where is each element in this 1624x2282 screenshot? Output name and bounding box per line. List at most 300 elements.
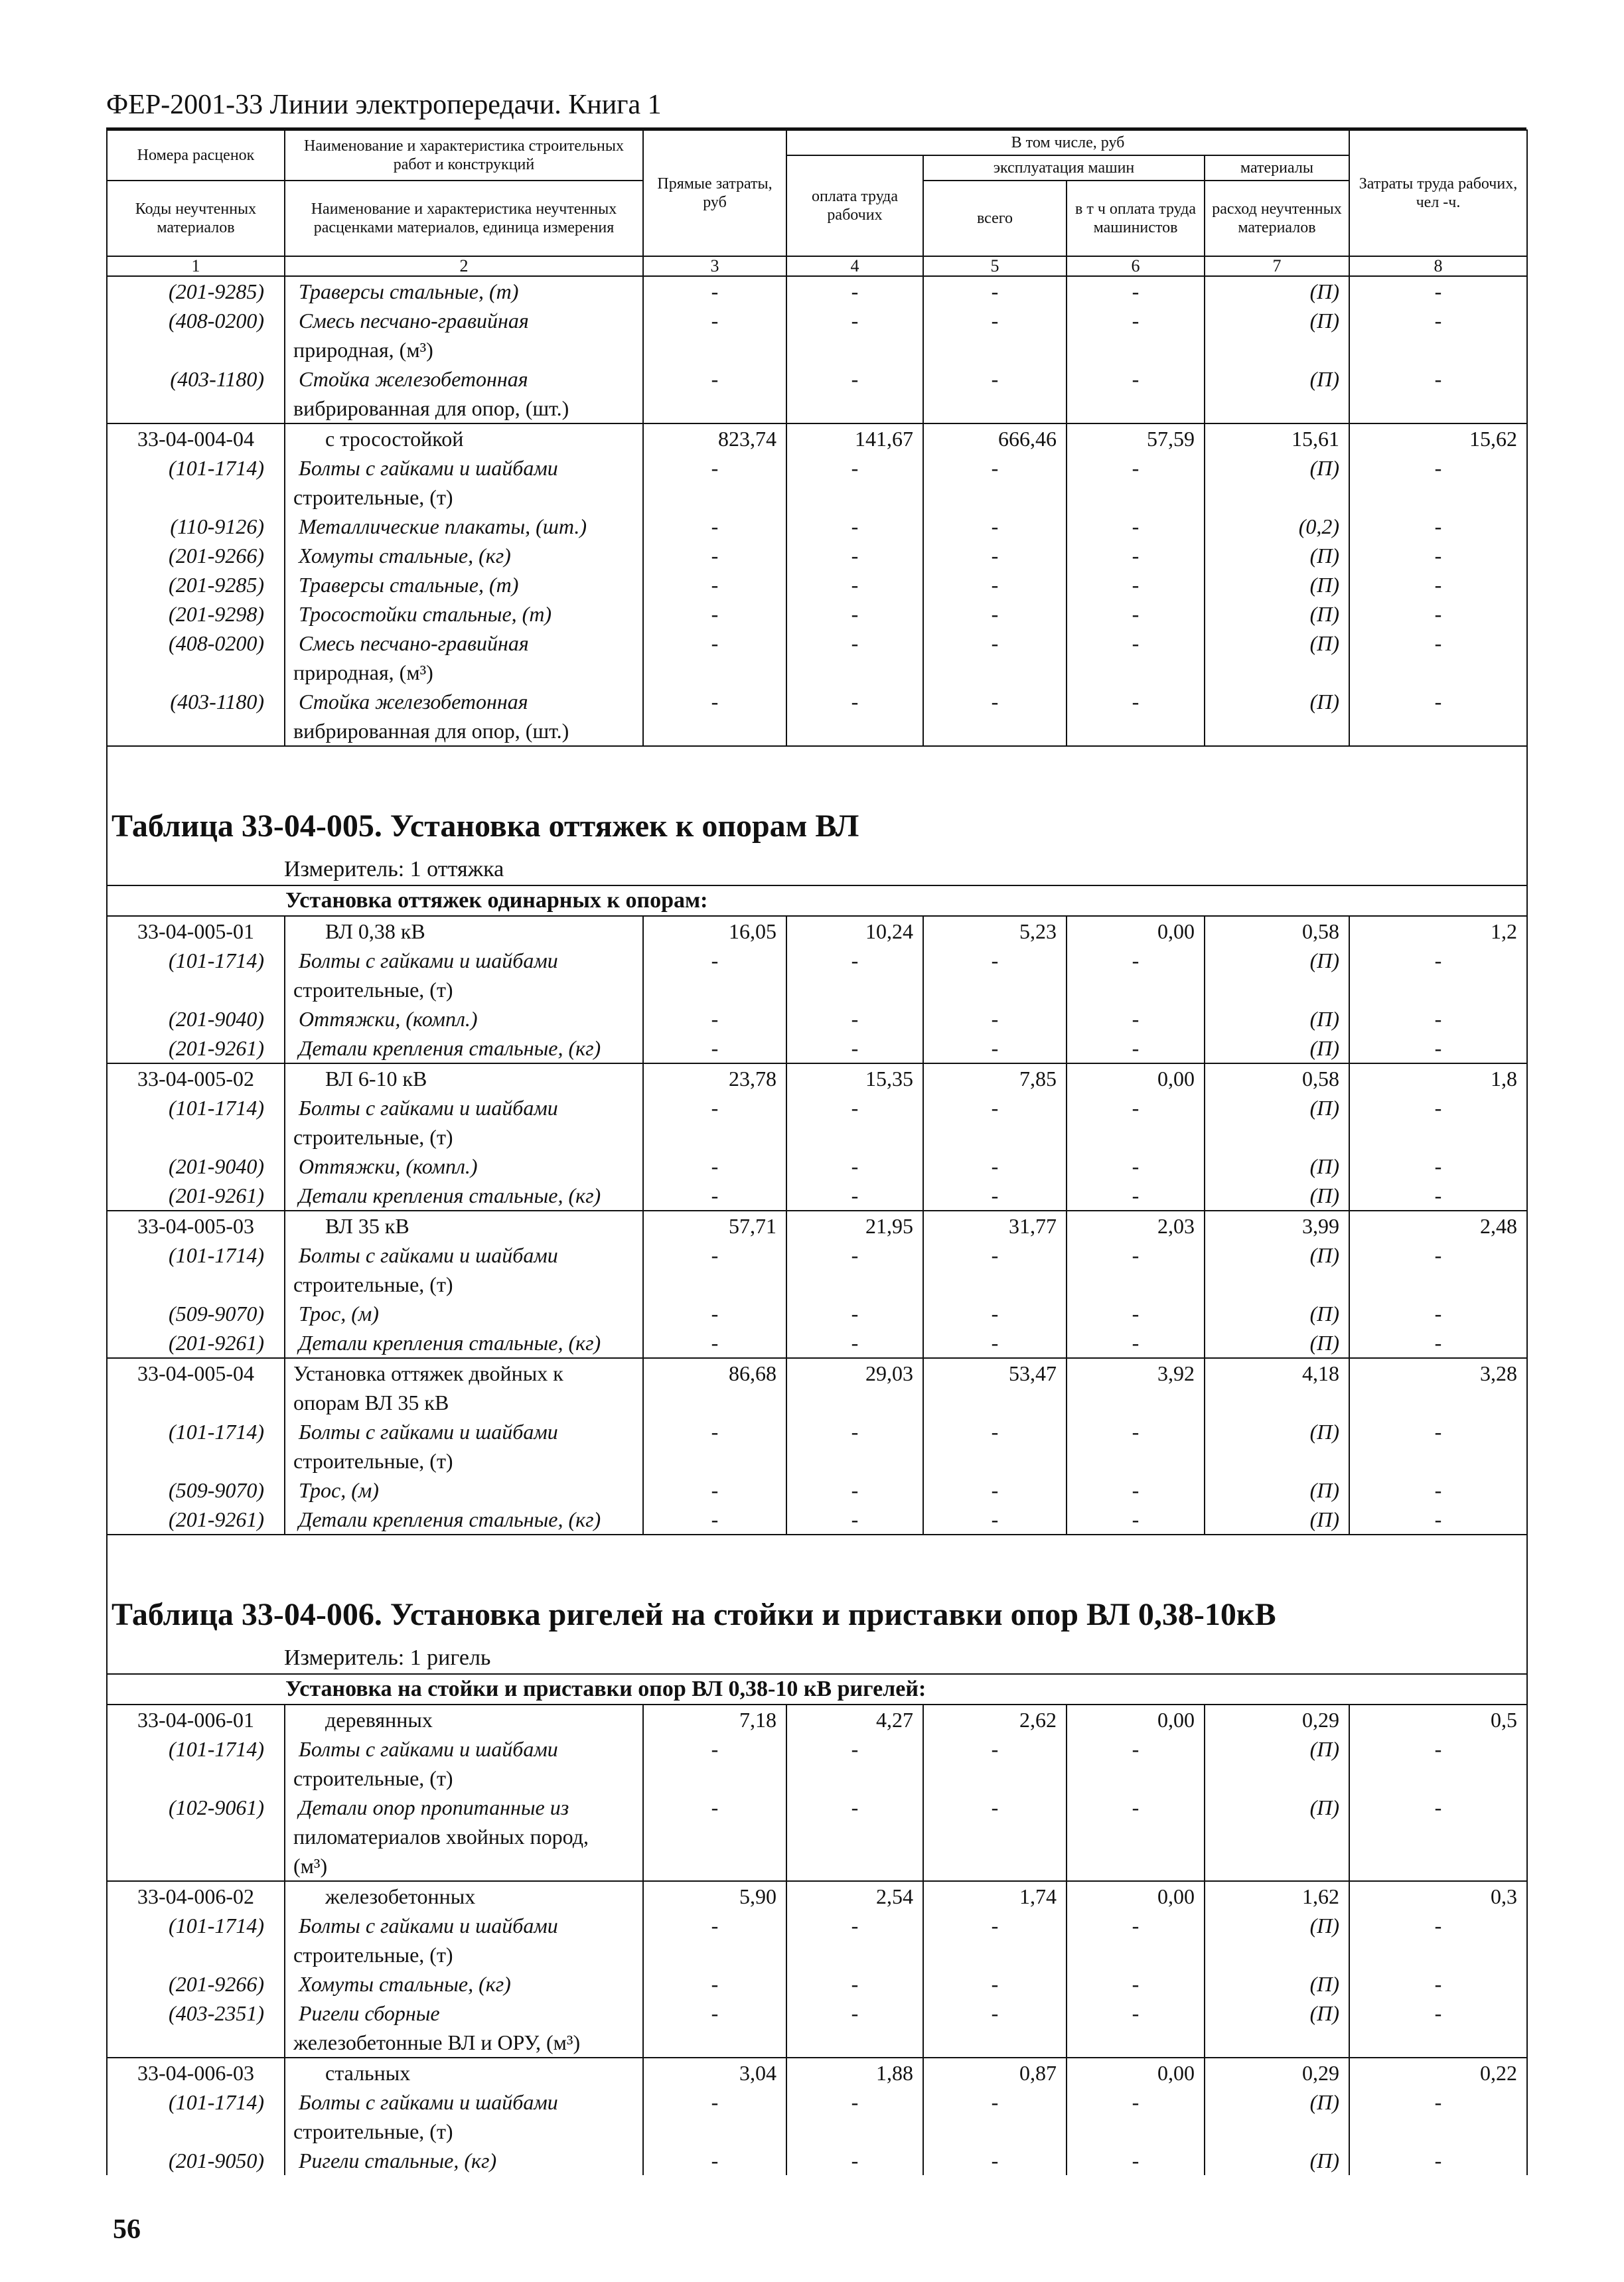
table-meter: Измеритель: 1 оттяжка — [107, 852, 1527, 885]
worker-pay-value: - — [786, 1999, 923, 2028]
direct-costs-value: - — [643, 1505, 786, 1535]
worker-pay-value: - — [786, 687, 923, 716]
rate-row — [107, 1211, 1527, 1241]
worker-pay-value — [786, 1851, 923, 1881]
rate-code: 33-04-005-01 — [107, 916, 285, 946]
materials-value: 0,58 — [1205, 1063, 1349, 1093]
rate-code: (101-1714) — [107, 1417, 285, 1446]
labor-costs-value: 2,48 — [1349, 1211, 1527, 1241]
machinist-pay-value: - — [1067, 1793, 1205, 1822]
material-row — [107, 629, 1527, 658]
labor-costs-value: 0,22 — [1349, 2058, 1527, 2088]
direct-costs-value — [643, 1446, 786, 1476]
machinist-pay-value: - — [1067, 1033, 1205, 1063]
materials-value — [1205, 1764, 1349, 1793]
worker-pay-value: 2,54 — [786, 1881, 923, 1911]
group-heading: Установка на стойки и приставки опор ВЛ 0,38-10 кВ ригелей: — [107, 1674, 1527, 1705]
materials-value: (П) — [1205, 1999, 1349, 2028]
worker-pay-value — [786, 335, 923, 364]
section-gap — [107, 746, 1527, 785]
item-name: Болты с гайками и шайбами — [285, 1417, 643, 1446]
rate-code: (101-1714) — [107, 2088, 285, 2117]
continuation-row — [107, 658, 1527, 687]
machines-total-value: 5,23 — [923, 916, 1067, 946]
machinist-pay-value — [1067, 1851, 1205, 1881]
machines-total-value: - — [923, 1999, 1067, 2028]
machinist-pay-value — [1067, 335, 1205, 364]
machinist-pay-value — [1067, 1940, 1205, 1969]
item-name: строительные, (т) — [285, 975, 643, 1004]
machines-total-value — [923, 335, 1067, 364]
material-row — [107, 1299, 1527, 1328]
labor-costs-value: - — [1349, 2146, 1527, 2175]
materials-value: (П) — [1205, 306, 1349, 335]
materials-value: 0,29 — [1205, 2058, 1349, 2088]
running-head: ФЕР-2001-33 Линии электропередачи. Книга 1 — [106, 86, 1526, 129]
item-name: (м³) — [285, 1851, 643, 1881]
machinist-pay-value: 0,00 — [1067, 1881, 1205, 1911]
machines-total-value: - — [923, 1181, 1067, 1211]
labor-costs-value — [1349, 716, 1527, 746]
rate-row — [107, 1881, 1527, 1911]
rate-code: (101-1714) — [107, 1911, 285, 1940]
machinist-pay-value: - — [1067, 570, 1205, 599]
labor-costs-value: - — [1349, 1734, 1527, 1764]
labor-costs-value — [1349, 1388, 1527, 1417]
direct-costs-value: - — [643, 1093, 786, 1122]
labor-costs-value: 3,28 — [1349, 1358, 1527, 1388]
rate-code: 33-04-005-02 — [107, 1063, 285, 1093]
material-row — [107, 1004, 1527, 1033]
worker-pay-value: 15,35 — [786, 1063, 923, 1093]
machines-total-value — [923, 1851, 1067, 1881]
item-name: Детали опор пропитанные из — [285, 1793, 643, 1822]
rate-code: (101-1714) — [107, 1241, 285, 1270]
machinist-pay-value: - — [1067, 1004, 1205, 1033]
item-name: Детали крепления стальные, (кг) — [285, 1505, 643, 1535]
column-number: 3 — [643, 256, 786, 276]
material-row — [107, 2146, 1527, 2175]
worker-pay-value: - — [786, 1033, 923, 1063]
materials-value: (П) — [1205, 1181, 1349, 1211]
machinist-pay-value: - — [1067, 1181, 1205, 1211]
labor-costs-value: - — [1349, 570, 1527, 599]
worker-pay-value: 29,03 — [786, 1358, 923, 1388]
machines-total-value: - — [923, 629, 1067, 658]
materials-value: 3,99 — [1205, 1211, 1349, 1241]
machines-total-value: - — [923, 364, 1067, 394]
labor-costs-value: - — [1349, 1999, 1527, 2028]
direct-costs-value: 23,78 — [643, 1063, 786, 1093]
labor-costs-value — [1349, 1446, 1527, 1476]
materials-value — [1205, 1940, 1349, 1969]
machines-total-value — [923, 1388, 1067, 1417]
machinist-pay-value: - — [1067, 541, 1205, 570]
rate-code: 33-04-006-03 — [107, 2058, 285, 2088]
worker-pay-value: 141,67 — [786, 423, 923, 453]
rate-code: (201-9261) — [107, 1181, 285, 1211]
rate-code: 33-04-005-04 — [107, 1358, 285, 1388]
materials-value — [1205, 716, 1349, 746]
item-name: Болты с гайками и шайбами — [285, 1093, 643, 1122]
worker-pay-value: 1,88 — [786, 2058, 923, 2088]
table-body-006 — [107, 1705, 1527, 2175]
labor-costs-value — [1349, 1122, 1527, 1152]
machines-total-value: - — [923, 306, 1067, 335]
labor-costs-value: 0,5 — [1349, 1705, 1527, 1734]
worker-pay-value: - — [786, 946, 923, 975]
machinist-pay-value: - — [1067, 512, 1205, 541]
item-name: пиломатериалов хвойных пород, — [285, 1822, 643, 1851]
rate-code — [107, 1851, 285, 1881]
item-name: природная, (м³) — [285, 335, 643, 364]
labor-costs-value: 0,3 — [1349, 1881, 1527, 1911]
machines-total-value: - — [923, 1241, 1067, 1270]
machines-total-value — [923, 1764, 1067, 1793]
material-row — [107, 1505, 1527, 1535]
table-meter: Измеритель: 1 ригель — [107, 1640, 1527, 1674]
labor-costs-value — [1349, 2117, 1527, 2146]
machinist-pay-value: - — [1067, 453, 1205, 483]
labor-costs-value: - — [1349, 1911, 1527, 1940]
machines-total-value: - — [923, 1093, 1067, 1122]
item-name: ВЛ 35 кВ — [285, 1211, 643, 1241]
materials-value: 0,29 — [1205, 1705, 1349, 1734]
direct-costs-value: 16,05 — [643, 916, 786, 946]
labor-costs-value: - — [1349, 946, 1527, 975]
direct-costs-value: - — [643, 1793, 786, 1822]
table-body-004 — [107, 276, 1527, 746]
item-name: вибрированная для опор, (шт.) — [285, 394, 643, 423]
item-name: Стойка железобетонная — [285, 687, 643, 716]
labor-costs-value — [1349, 1764, 1527, 1793]
machinist-pay-value: - — [1067, 364, 1205, 394]
machinist-pay-value: 3,92 — [1067, 1358, 1205, 1388]
machinist-pay-value — [1067, 658, 1205, 687]
machines-total-value: - — [923, 1152, 1067, 1181]
material-row — [107, 1734, 1527, 1764]
column-number: 5 — [923, 256, 1067, 276]
rate-row — [107, 1705, 1527, 1734]
machines-total-value: - — [923, 1476, 1067, 1505]
worker-pay-value: - — [786, 1004, 923, 1033]
direct-costs-value: - — [643, 1969, 786, 1999]
material-row — [107, 1093, 1527, 1122]
materials-value — [1205, 975, 1349, 1004]
materials-value: (П) — [1205, 1299, 1349, 1328]
direct-costs-value — [643, 483, 786, 512]
direct-costs-value: - — [643, 1181, 786, 1211]
direct-costs-value: - — [643, 1033, 786, 1063]
machinist-pay-value: - — [1067, 1505, 1205, 1535]
rates-table — [106, 129, 1528, 2175]
materials-value: (П) — [1205, 1093, 1349, 1122]
machinist-pay-value — [1067, 1764, 1205, 1793]
item-name: строительные, (т) — [285, 1122, 643, 1152]
material-row — [107, 599, 1527, 629]
machines-total-value — [923, 1940, 1067, 1969]
rate-code: (408-0200) — [107, 306, 285, 335]
header-machinist-pay: в т ч оплата труда машинистов — [1067, 181, 1205, 256]
materials-value: (П) — [1205, 1476, 1349, 1505]
continuation-row — [107, 716, 1527, 746]
worker-pay-value: - — [786, 512, 923, 541]
table-header — [107, 130, 1527, 276]
labor-costs-value: - — [1349, 1152, 1527, 1181]
materials-value — [1205, 1446, 1349, 1476]
machinist-pay-value: - — [1067, 1969, 1205, 1999]
labor-costs-value: - — [1349, 629, 1527, 658]
labor-costs-value: - — [1349, 687, 1527, 716]
machinist-pay-value: - — [1067, 1417, 1205, 1446]
group-heading: Установка оттяжек одинарных к опорам: — [107, 885, 1527, 916]
worker-pay-value: - — [786, 1093, 923, 1122]
machines-total-value: - — [923, 570, 1067, 599]
machines-total-value: - — [923, 2088, 1067, 2117]
machines-total-value: - — [923, 1004, 1067, 1033]
direct-costs-value: - — [643, 629, 786, 658]
worker-pay-value — [786, 716, 923, 746]
machines-total-value: 1,74 — [923, 1881, 1067, 1911]
item-name: ВЛ 6-10 кВ — [285, 1063, 643, 1093]
continuation-row — [107, 1270, 1527, 1299]
direct-costs-value: 86,68 — [643, 1358, 786, 1388]
continuation-row — [107, 1851, 1527, 1881]
continuation-row — [107, 1388, 1527, 1417]
direct-costs-value: - — [643, 1734, 786, 1764]
rate-code — [107, 1822, 285, 1851]
material-row — [107, 364, 1527, 394]
materials-value — [1205, 2117, 1349, 2146]
direct-costs-value — [643, 394, 786, 423]
column-number: 6 — [1067, 256, 1205, 276]
material-row — [107, 1152, 1527, 1181]
materials-value: (П) — [1205, 2146, 1349, 2175]
item-name: стальных — [285, 2058, 643, 2088]
machines-total-value — [923, 1446, 1067, 1476]
direct-costs-value: - — [643, 1004, 786, 1033]
table-title: Таблица 33-04-006. Установка ригелей на стойки и приставки опор ВЛ 0,38-10кВ — [107, 1574, 1527, 1640]
rate-code: (509-9070) — [107, 1476, 285, 1505]
rate-code — [107, 716, 285, 746]
labor-costs-value — [1349, 1940, 1527, 1969]
rate-code: 33-04-006-01 — [107, 1705, 285, 1734]
direct-costs-value — [643, 335, 786, 364]
rate-code — [107, 2117, 285, 2146]
worker-pay-value: - — [786, 1241, 923, 1270]
material-row — [107, 512, 1527, 541]
direct-costs-value — [643, 2117, 786, 2146]
materials-value: (П) — [1205, 687, 1349, 716]
worker-pay-value — [786, 1388, 923, 1417]
rate-code — [107, 1764, 285, 1793]
machines-total-value — [923, 2028, 1067, 2058]
materials-value: 0,58 — [1205, 916, 1349, 946]
labor-costs-value: - — [1349, 512, 1527, 541]
rate-code: (201-9261) — [107, 1505, 285, 1535]
header-machine-operation: эксплуатация машин — [923, 155, 1205, 181]
item-name: Хомуты стальные, (кг) — [285, 1969, 643, 1999]
column-number: 1 — [107, 256, 285, 276]
direct-costs-value: - — [643, 364, 786, 394]
labor-costs-value: - — [1349, 364, 1527, 394]
material-row — [107, 1793, 1527, 1822]
worker-pay-value: - — [786, 1911, 923, 1940]
labor-costs-value — [1349, 1270, 1527, 1299]
machines-total-value — [923, 483, 1067, 512]
material-row — [107, 1033, 1527, 1063]
machinist-pay-value — [1067, 975, 1205, 1004]
direct-costs-value: 57,71 — [643, 1211, 786, 1241]
worker-pay-value: - — [786, 1328, 923, 1358]
worker-pay-value: - — [786, 1793, 923, 1822]
labor-costs-value — [1349, 394, 1527, 423]
machines-total-value — [923, 658, 1067, 687]
direct-costs-value — [643, 716, 786, 746]
worker-pay-value: - — [786, 1734, 923, 1764]
machines-total-value: 666,46 — [923, 423, 1067, 453]
item-name: Трос, (м) — [285, 1299, 643, 1328]
direct-costs-value: - — [643, 541, 786, 570]
machinist-pay-value — [1067, 1388, 1205, 1417]
rate-code: (110-9126) — [107, 512, 285, 541]
material-row — [107, 570, 1527, 599]
direct-costs-value — [643, 1764, 786, 1793]
direct-costs-value: - — [643, 1241, 786, 1270]
direct-costs-value: 5,90 — [643, 1881, 786, 1911]
worker-pay-value — [786, 1764, 923, 1793]
machines-total-value: 0,87 — [923, 2058, 1067, 2088]
header-machines-total: всего — [923, 181, 1067, 256]
materials-value: (П) — [1205, 1505, 1349, 1535]
direct-costs-value — [643, 1388, 786, 1417]
item-name: ВЛ 0,38 кВ — [285, 916, 643, 946]
materials-value: (0,2) — [1205, 512, 1349, 541]
item-name: Болты с гайками и шайбами — [285, 946, 643, 975]
machines-total-value: 31,77 — [923, 1211, 1067, 1241]
machinist-pay-value — [1067, 2028, 1205, 2058]
machines-total-value: - — [923, 1969, 1067, 1999]
machinist-pay-value: - — [1067, 1299, 1205, 1328]
worker-pay-value — [786, 1940, 923, 1969]
machines-total-value — [923, 716, 1067, 746]
machinist-pay-value: - — [1067, 276, 1205, 306]
item-name: железобетонные ВЛ и ОРУ, (м³) — [285, 2028, 643, 2058]
machines-total-value: 53,47 — [923, 1358, 1067, 1388]
item-name: строительные, (т) — [285, 1764, 643, 1793]
materials-value: (П) — [1205, 1417, 1349, 1446]
item-name: Ригели сборные — [285, 1999, 643, 2028]
item-name: деревянных — [285, 1705, 643, 1734]
machines-total-value: - — [923, 1734, 1067, 1764]
rate-code — [107, 658, 285, 687]
machines-total-value: - — [923, 1299, 1067, 1328]
machinist-pay-value — [1067, 394, 1205, 423]
worker-pay-value: - — [786, 2088, 923, 2117]
labor-costs-value: - — [1349, 1299, 1527, 1328]
direct-costs-value — [643, 1822, 786, 1851]
header-direct-costs: Прямые затраты, руб — [643, 130, 786, 256]
rate-row — [107, 2058, 1527, 2088]
materials-value: (П) — [1205, 1734, 1349, 1764]
item-name: Детали крепления стальные, (кг) — [285, 1328, 643, 1358]
machines-total-value: - — [923, 1911, 1067, 1940]
continuation-row — [107, 483, 1527, 512]
material-row — [107, 1241, 1527, 1270]
header-including: В том числе, руб — [786, 130, 1349, 155]
material-row — [107, 1476, 1527, 1505]
labor-costs-value — [1349, 975, 1527, 1004]
machines-total-value — [923, 1270, 1067, 1299]
materials-value — [1205, 1388, 1349, 1417]
machinist-pay-value: - — [1067, 687, 1205, 716]
item-name: Траверсы стальные, (т) — [285, 276, 643, 306]
labor-costs-value: - — [1349, 1241, 1527, 1270]
machines-total-value: - — [923, 687, 1067, 716]
worker-pay-value: - — [786, 2146, 923, 2175]
direct-costs-value: 3,04 — [643, 2058, 786, 2088]
machinist-pay-value: - — [1067, 1093, 1205, 1122]
worker-pay-value — [786, 394, 923, 423]
labor-costs-value: - — [1349, 306, 1527, 335]
rate-code: (201-9285) — [107, 276, 285, 306]
item-name: Болты с гайками и шайбами — [285, 1734, 643, 1764]
machines-total-value: - — [923, 2146, 1067, 2175]
labor-costs-value: - — [1349, 1793, 1527, 1822]
rate-code: (101-1714) — [107, 453, 285, 483]
labor-costs-value: - — [1349, 1969, 1527, 1999]
item-name: Установка оттяжек двойных к — [285, 1358, 643, 1388]
rate-code: (101-1714) — [107, 1734, 285, 1764]
rate-code — [107, 2028, 285, 2058]
item-name: Болты с гайками и шайбами — [285, 453, 643, 483]
rate-code: (403-1180) — [107, 687, 285, 716]
materials-value: 1,62 — [1205, 1881, 1349, 1911]
material-row — [107, 541, 1527, 570]
labor-costs-value: - — [1349, 599, 1527, 629]
rate-code: (201-9040) — [107, 1152, 285, 1181]
rate-code — [107, 1940, 285, 1969]
rate-code: (201-9261) — [107, 1328, 285, 1358]
worker-pay-value: - — [786, 1476, 923, 1505]
direct-costs-value: - — [643, 2088, 786, 2117]
labor-costs-value: - — [1349, 1033, 1527, 1063]
header-labor-costs: Затраты труда рабочих, чел -ч. — [1349, 130, 1527, 256]
direct-costs-value: - — [643, 687, 786, 716]
worker-pay-value: - — [786, 1181, 923, 1211]
item-name: Ригели стальные, (кг) — [285, 2146, 643, 2175]
direct-costs-value — [643, 1270, 786, 1299]
worker-pay-value: - — [786, 1152, 923, 1181]
labor-costs-value: - — [1349, 1328, 1527, 1358]
material-row — [107, 306, 1527, 335]
worker-pay-value — [786, 2117, 923, 2146]
direct-costs-value: - — [643, 1328, 786, 1358]
materials-value: 15,61 — [1205, 423, 1349, 453]
labor-costs-value: - — [1349, 541, 1527, 570]
material-row — [107, 453, 1527, 483]
item-name: Стойка железобетонная — [285, 364, 643, 394]
materials-value: (П) — [1205, 453, 1349, 483]
machinist-pay-value — [1067, 1270, 1205, 1299]
rate-code: (408-0200) — [107, 629, 285, 658]
worker-pay-value: - — [786, 599, 923, 629]
item-name: Смесь песчано-гравийная — [285, 629, 643, 658]
section-gap — [107, 1535, 1527, 1574]
rate-code: (101-1714) — [107, 946, 285, 975]
worker-pay-value: - — [786, 306, 923, 335]
rate-row — [107, 1063, 1527, 1093]
